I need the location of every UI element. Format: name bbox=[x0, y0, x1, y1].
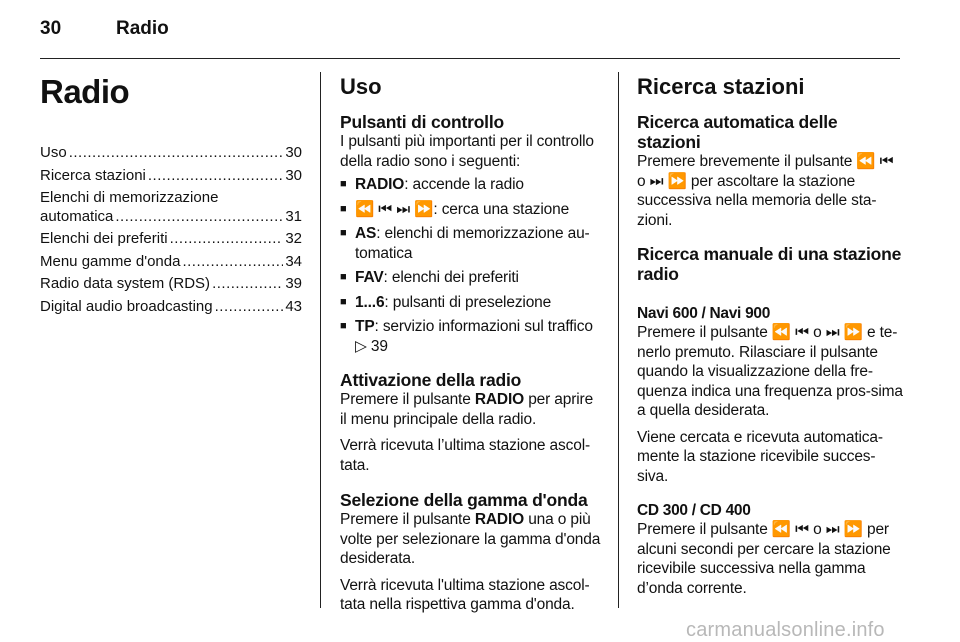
toc-item[interactable]: Uso ..... 30 bbox=[40, 144, 302, 163]
band-text: Premere il pulsante RADIO una o più volte per selezionare la gamma d'onda desiderata. bbox=[340, 511, 601, 567]
column-divider-2 bbox=[618, 72, 619, 608]
band-heading: Selezione della gamma d'onda bbox=[340, 490, 588, 510]
activation-text-2: Verrà ricevuta l’ultima stazione ascol-tata. bbox=[340, 437, 591, 474]
toc-item[interactable]: Ricerca stazioni ..... 30 bbox=[40, 167, 302, 186]
search-heading: Ricerca stazioni bbox=[637, 74, 805, 99]
toc-item[interactable]: Radio data system (RDS) ..... 39 bbox=[40, 275, 302, 294]
controls-intro: I pulsanti più importanti per il controllo della radio sono i seguenti: bbox=[340, 133, 594, 170]
band-text-2: Verrà ricevuta l'ultima stazione ascol-tata nella rispettiva gamma d'onda. bbox=[340, 576, 590, 613]
list-item: ■ FAV: elenchi dei preferiti bbox=[340, 268, 602, 288]
header-rule bbox=[40, 58, 900, 59]
activation-heading: Attivazione della radio bbox=[340, 370, 522, 390]
table-of-contents bbox=[40, 144, 302, 316]
usage-column bbox=[340, 72, 602, 615]
list-item: ■ 1...6: pulsanti di preselezione bbox=[340, 293, 602, 313]
cd-heading: CD 300 / CD 400 bbox=[637, 502, 751, 519]
list-item: ■ TP: servizio informazioni sul traffico ▷ 39 bbox=[340, 317, 602, 356]
auto-search-heading: Ricerca automatica delle stazioni bbox=[637, 112, 838, 152]
search-column bbox=[637, 72, 903, 598]
page-ref-link[interactable]: ▷ 39 bbox=[355, 337, 388, 355]
list-item: ■ RADIO: accende la radio bbox=[340, 175, 602, 195]
controls-heading: Pulsanti di controllo bbox=[340, 112, 504, 132]
list-item: ■ ⏪ ⏮ ⏭ ⏩: cerca una stazione bbox=[340, 200, 602, 220]
cd-text: Premere il pulsante ⏪ ⏮ o ⏭ ⏩ per alcuni secondi per cercare la stazione ricevibile successiva nella gamma d’onda corrente. bbox=[637, 521, 891, 597]
navi-text-2: Viene cercata e ricevuta automatica-mente la stazione ricevibile succes-siva. bbox=[637, 428, 883, 485]
usage-heading: Uso bbox=[340, 74, 382, 99]
activation-text: Premere il pulsante RADIO per aprire il menu principale della radio. bbox=[340, 391, 594, 428]
watermark-logo: carmanualsonline.info bbox=[686, 619, 885, 641]
auto-search-text: Premere brevemente il pulsante ⏪ ⏮ o ⏭ ⏩ per ascoltare la stazione successiva nella memoria delle sta-zioni. bbox=[637, 153, 894, 229]
toc-item[interactable]: Elenchi dei preferiti ..... 32 bbox=[40, 230, 302, 249]
section-title: Radio bbox=[116, 18, 169, 39]
list-item: ■ AS: elenchi di memorizzazione au-tomatica bbox=[340, 224, 602, 263]
manual-search-heading: Ricerca manuale di una stazione radio bbox=[637, 244, 902, 284]
navi-text: Premere il pulsante ⏪ ⏮ o ⏭ ⏩ e te-nerlo premuto. Rilasciare il pulsante quando la visualizzazione della fre-quenza indica una frequenza pros-sima a quella desiderata. bbox=[637, 324, 903, 419]
toc-item[interactable]: Digital audio broadcasting ..... 43 bbox=[40, 298, 302, 317]
chapter-title: Radio bbox=[40, 73, 130, 110]
toc-item[interactable]: Menu gamme d'onda ..... 34 bbox=[40, 253, 302, 272]
toc-item[interactable]: Elenchi di memorizzazione automatica ..... 31 bbox=[40, 189, 302, 226]
controls-list bbox=[340, 175, 602, 356]
column-divider-1 bbox=[320, 72, 321, 608]
toc-column bbox=[40, 72, 302, 320]
navi-heading: Navi 600 / Navi 900 bbox=[637, 305, 771, 322]
seek-buttons-icon: ⏪ ⏮ ⏭ ⏩ bbox=[355, 200, 434, 218]
page-number: 30 bbox=[40, 18, 62, 39]
